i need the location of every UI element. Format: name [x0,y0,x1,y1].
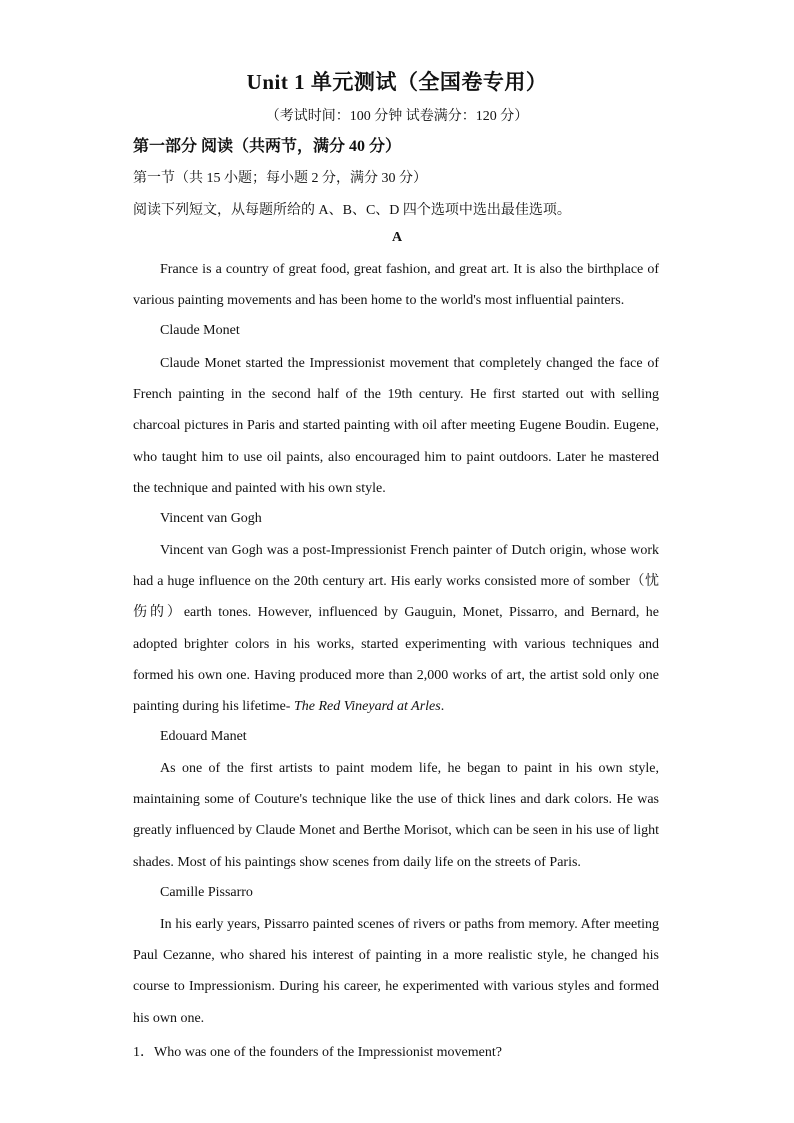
document-title: Unit 1 单元测试（全国卷专用） [246,70,548,94]
monet-paragraph: Claude Monet started the Impressionist movement that completely changed the face of French painting in the second half of the 19th century. He first started out with selling charcoal pictures in Paris and started painting with oil after meeting Eugene Boudin. Eugene, who taught him to use oil paints, also encouraged him to paint outdoors. Later he mastered the technique and painted with his own style. [133,356,659,496]
pissarro-paragraph: In his early years, Pissarro painted scenes of rivers or paths from memory. After meeting Paul Cezanne, who shared his interest of painting in a more realistic style, he changed his course to Impressionism. During his career, he experimented with various styles and formed his own one. [133,917,659,1026]
artist-name-van-gogh: Vincent van Gogh [160,511,262,526]
passage-label: A [391,230,403,245]
van-gogh-paragraph [133,535,659,722]
artist-name-pissarro: Camille Pissarro [160,885,253,900]
manet-paragraph: As one of the first artists to paint modem life, he began to paint in his own style, maintaining some of Couture's technique like the use of thick lines and dark colors. He was greatly influenced by Claude Monet and Berthe Morisot, which can be seen in his use of light shades. Most of his paintings show scenes from daily life on the streets of Paris. [133,761,659,870]
artist-name-manet: Edouard Manet [160,729,247,744]
artist-name-monet: Claude Monet [160,323,240,338]
section-heading: 第一节（共 15 小题；每小题 2 分，满分 30 分） [133,171,427,186]
question-1: 1．Who was one of the founders of the Impressionist movement? [133,1045,502,1060]
painting-title: The Red Vineyard at Arles [293,699,441,715]
van-gogh-text: Vincent van Gogh was a post-Impressionist French painter of Dutch origin, whose work had a huge influence on the 20th century art. His early works consisted more of somber（忧伤的）earth tones. However, influenced by Gauguin, Monet, Pissarro, and Bernard, he adopted brighter colors in his works, started experimenting with various techniques and formed his own one. Having produced more than 2,000 works of art, the artist sold only one painting during his lifetime- [133,543,659,715]
instruction-text: 阅读下列短文，从每题所给的 A、B、C、D 四个选项中选出最佳选项。 [133,203,571,218]
exam-info: （考试时间：100 分钟 试卷满分：120 分） [265,109,529,124]
intro-paragraph: France is a country of great food, great fashion, and great art. It is also the birthplace of various painting movements and has been home to the world's most influential painters. [133,262,659,309]
van-gogh-text-end: . [440,699,445,715]
part-heading: 第一部分 阅读（共两节，满分 40 分） [133,138,402,155]
